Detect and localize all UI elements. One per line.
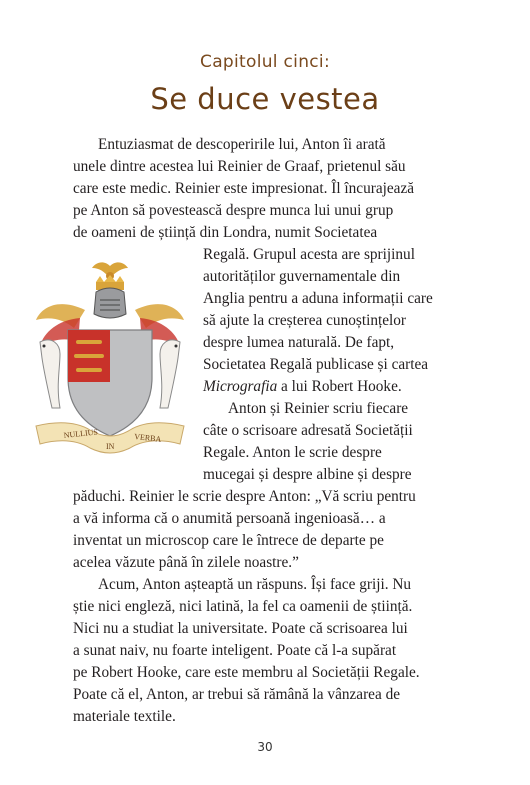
text-fragment: a lui Robert Hooke. bbox=[277, 378, 402, 395]
text-line: autorităților guvernamentale din bbox=[203, 268, 401, 285]
text-line: acelea văzute până în zilele noastre.” bbox=[73, 554, 299, 571]
coat-of-arms-illustration bbox=[30, 258, 190, 458]
text-line: știe nici engleză, nici latină, la fel ca oamenii de știință. bbox=[73, 598, 413, 615]
motto-word-2: IN bbox=[106, 442, 115, 451]
text-line: pe Anton să povestească despre munca lui unui grup bbox=[73, 202, 394, 219]
text-line: Regale. Anton le scrie despre bbox=[203, 444, 382, 461]
text-line: păduchi. Reinier le scrie despre Anton: „Vă scriu pentru bbox=[73, 488, 416, 505]
text-line: Societatea Regală publicase și cartea bbox=[203, 356, 429, 373]
text-line: Entuziasmat de descoperirile lui, Anton îi arată bbox=[98, 136, 386, 153]
text-line: a sunat naiv, nu foarte inteligent. Poate că l-a supărat bbox=[73, 642, 397, 659]
chapter-label: Capitolul cinci: bbox=[200, 52, 330, 72]
text-line: Poate că el, Anton, ar trebui să rămână la vânzarea de bbox=[73, 686, 401, 703]
text-line: unele dintre acestea lui Reinier de Graaf, prietenul său bbox=[73, 158, 406, 175]
motto-word-1: NULLIUS bbox=[63, 427, 99, 440]
text-line: care este medic. Reinier este impresionat. Îl încurajează bbox=[73, 180, 415, 197]
chapter-title: Se duce vestea bbox=[150, 82, 380, 116]
book-title: Micrografia bbox=[203, 378, 278, 395]
text-line: Anglia pentru a aduna informații care bbox=[203, 290, 433, 307]
text-line: materiale textile. bbox=[73, 708, 176, 725]
text-line: să ajute la creșterea cunoștințelor bbox=[203, 312, 407, 329]
text-line: de oameni de știință din Londra, numit Societatea bbox=[73, 224, 378, 241]
text-line: Acum, Anton așteaptă un răspuns. Își face griji. Nu bbox=[98, 576, 412, 593]
motto-word-3: VERBA bbox=[133, 432, 162, 444]
text-line: câte o scrisoare adresată Societății bbox=[203, 422, 413, 439]
text-line: pe Robert Hooke, care este membru al Societății Regale. bbox=[73, 664, 420, 681]
text-line: Anton și Reinier scriu fiecare bbox=[228, 400, 409, 417]
text-line bbox=[203, 376, 402, 398]
text-line: mucegai și despre albine și despre bbox=[203, 466, 412, 483]
page-number: 30 bbox=[257, 740, 273, 754]
text-line: Nici nu a studiat la universitate. Poate că scrisoarea lui bbox=[73, 620, 408, 637]
text-line: a vă informa că o anumită persoană ingenioasă… a bbox=[73, 510, 386, 527]
text-line: Regală. Grupul acesta are sprijinul bbox=[203, 246, 415, 263]
text-line: inventat un microscop care le întrece de departe pe bbox=[73, 532, 384, 549]
text-line: despre lumea naturală. De fapt, bbox=[203, 334, 395, 351]
